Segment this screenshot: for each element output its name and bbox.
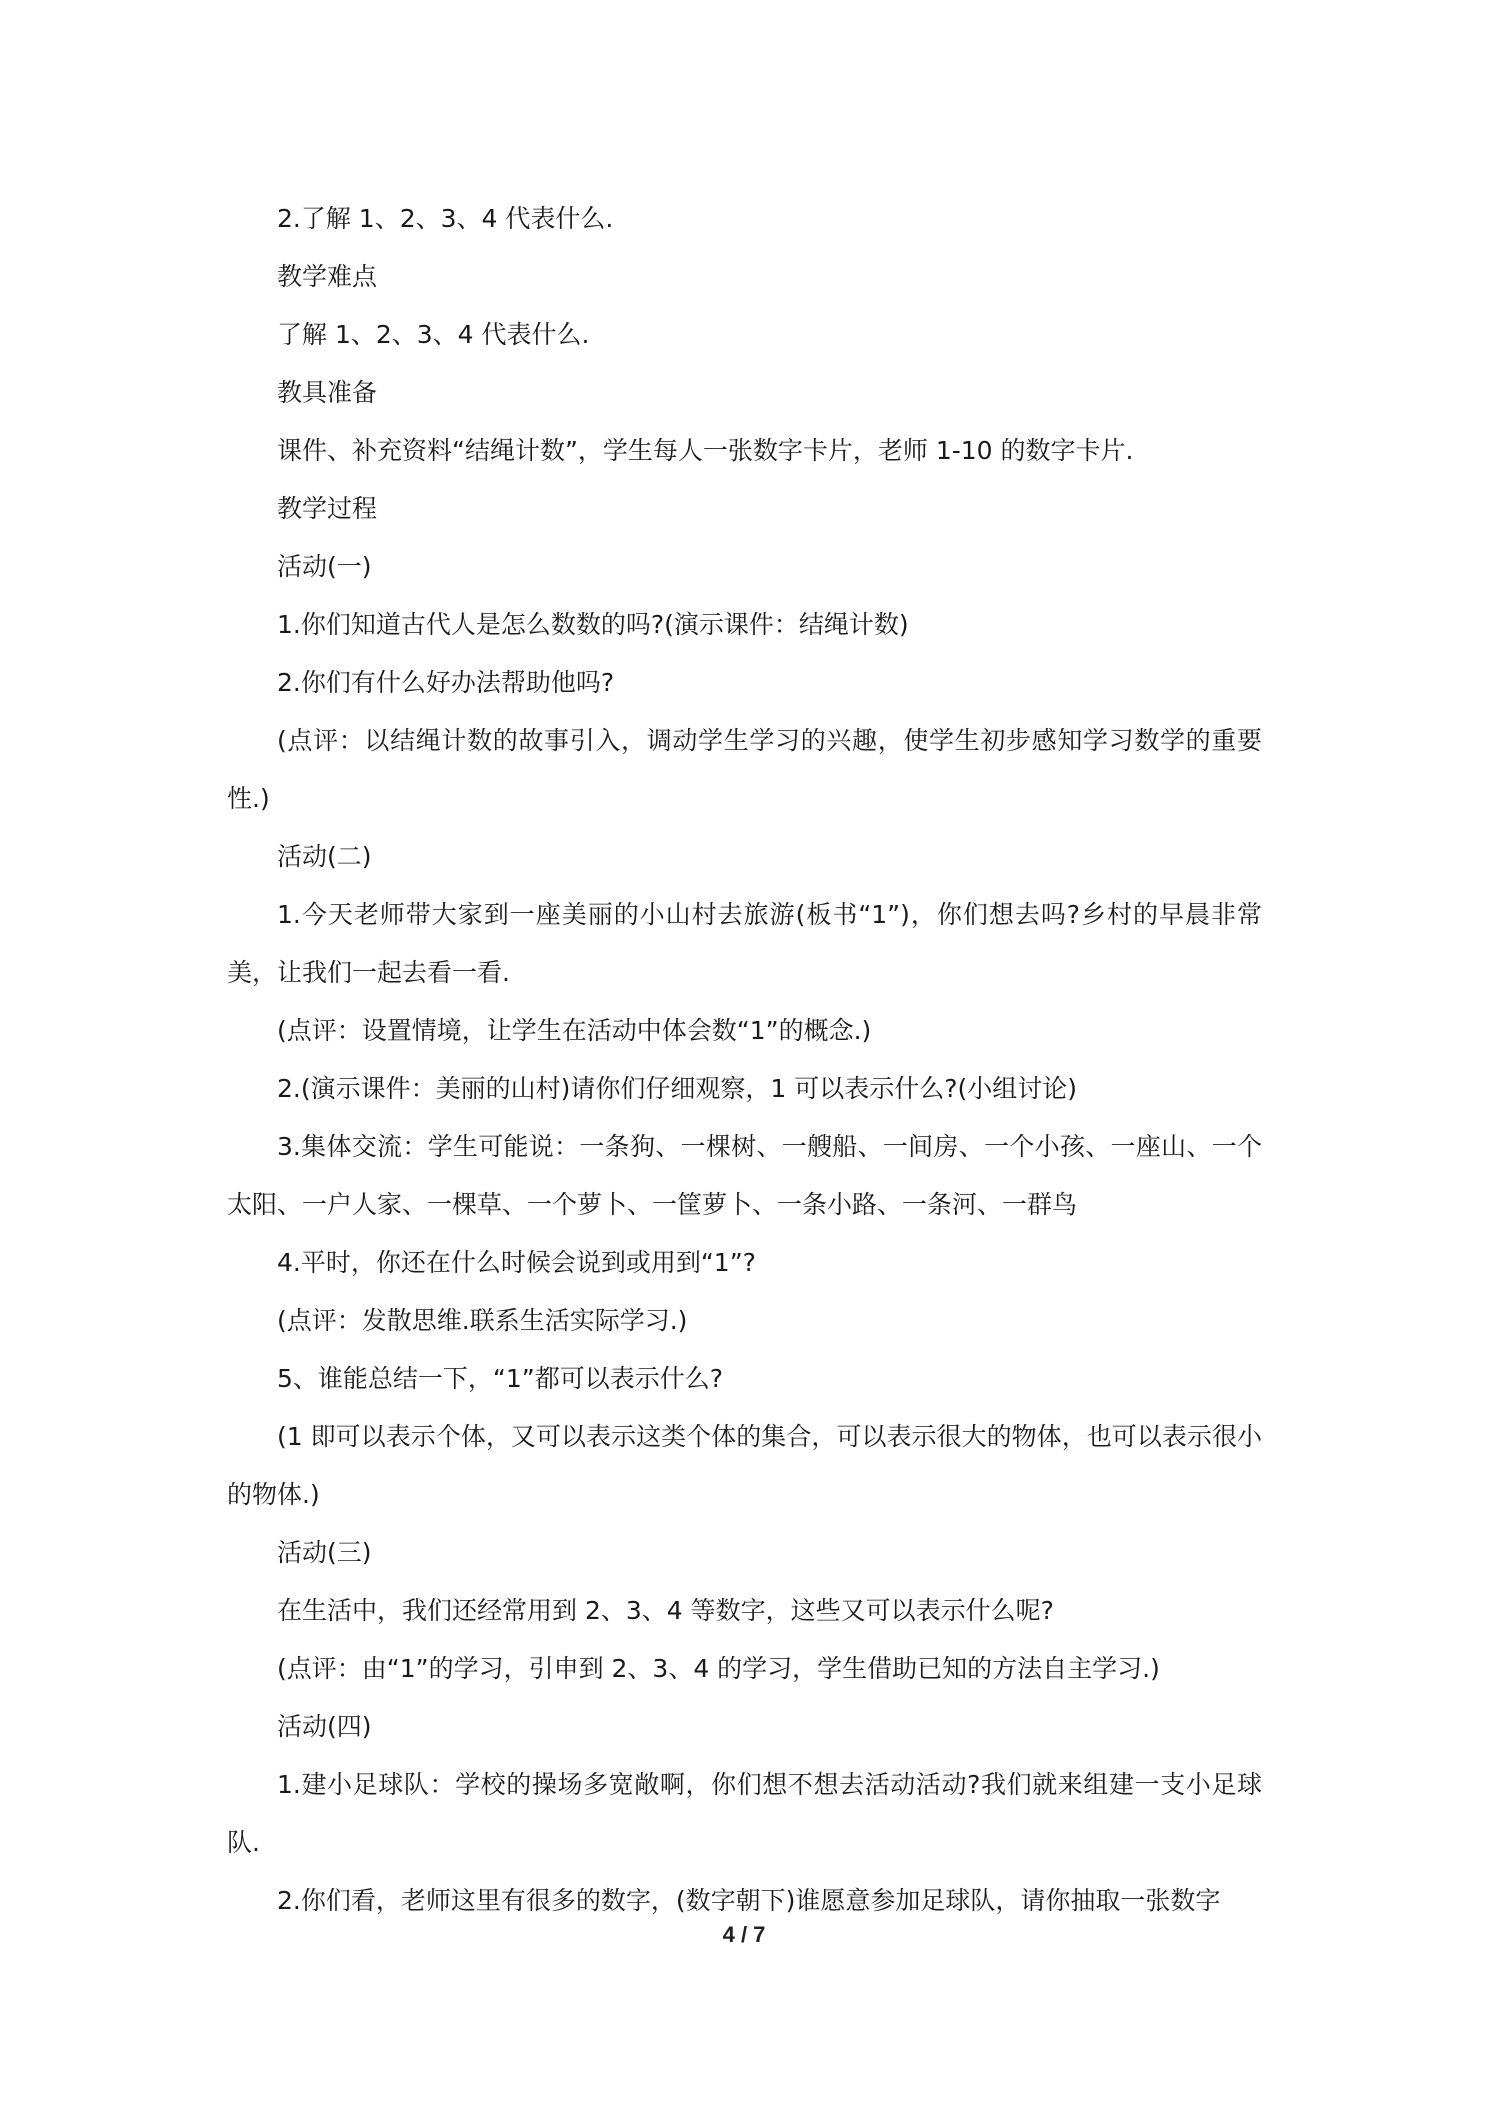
paragraph: 1.今天老师带大家到一座美丽的小山村去旅游(板书“1”)，你们想去吗?乡村的早晨非常美，让我们一起去看一看. bbox=[227, 900, 1262, 987]
paragraph: 4.平时，你还在什么时候会说到或用到“1”? bbox=[277, 1248, 756, 1277]
paragraph: 5、谁能总结一下，“1”都可以表示什么? bbox=[277, 1364, 723, 1393]
activity-heading: 活动(一) bbox=[277, 552, 372, 581]
document-body bbox=[227, 190, 1262, 1930]
paragraph: 2.你们看，老师这里有很多的数字，(数字朝下)谁愿意参加足球队，请你抽取一张数字 bbox=[277, 1886, 1221, 1915]
activity-heading: 活动(四) bbox=[277, 1712, 372, 1741]
paragraph: 2.(演示课件：美丽的山村)请你们仔细观察，1 可以表示什么?(小组讨论) bbox=[277, 1074, 1077, 1103]
paragraph: 1.你们知道古代人是怎么数数的吗?(演示课件：结绳计数) bbox=[277, 610, 909, 639]
paragraph: 课件、补充资料“结绳计数”，学生每人一张数字卡片，老师 1-10 的数字卡片. bbox=[277, 436, 1134, 465]
paragraph: 在生活中，我们还经常用到 2、3、4 等数字，这些又可以表示什么呢? bbox=[277, 1596, 1054, 1625]
activity-heading: 活动(二) bbox=[277, 842, 372, 871]
section-heading: 教学难点 bbox=[277, 262, 378, 291]
paragraph: 2.你们有什么好办法帮助他吗? bbox=[277, 668, 615, 697]
paragraph: 1.建小足球队：学校的操场多宽敞啊，你们想不想去活动活动?我们就来组建一支小足球队. bbox=[227, 1770, 1262, 1857]
section-heading: 教具准备 bbox=[277, 378, 378, 407]
comment-paragraph: (点评：设置情境，让学生在活动中体会数“1”的概念.) bbox=[277, 1016, 872, 1045]
comment-paragraph: (点评：发散思维.联系生活实际学习.) bbox=[277, 1306, 688, 1335]
paragraph: 了解 1、2、3、4 代表什么. bbox=[277, 320, 590, 349]
paragraph: 3.集体交流：学生可能说：一条狗、一棵树、一艘船、一间房、一个小孩、一座山、一个太阳、一户人家、一棵草、一个萝卜、一筐萝卜、一条小路、一条河、一群鸟 bbox=[227, 1132, 1262, 1219]
paragraph: 2.了解 1、2、3、4 代表什么. bbox=[277, 204, 614, 233]
section-heading: 教学过程 bbox=[277, 494, 378, 523]
activity-heading: 活动(三) bbox=[277, 1538, 372, 1567]
comment-paragraph: (点评：以结绳计数的故事引入，调动学生学习的兴趣，使学生初步感知学习数学的重要性.) bbox=[227, 726, 1262, 813]
page-number: 4 / 7 bbox=[722, 1922, 766, 1947]
paragraph: (1 即可以表示个体，又可以表示这类个体的集合，可以表示很大的物体，也可以表示很小的物体.) bbox=[227, 1422, 1262, 1509]
comment-paragraph: (点评：由“1”的学习，引申到 2、3、4 的学习，学生借助已知的方法自主学习.) bbox=[277, 1654, 1160, 1683]
